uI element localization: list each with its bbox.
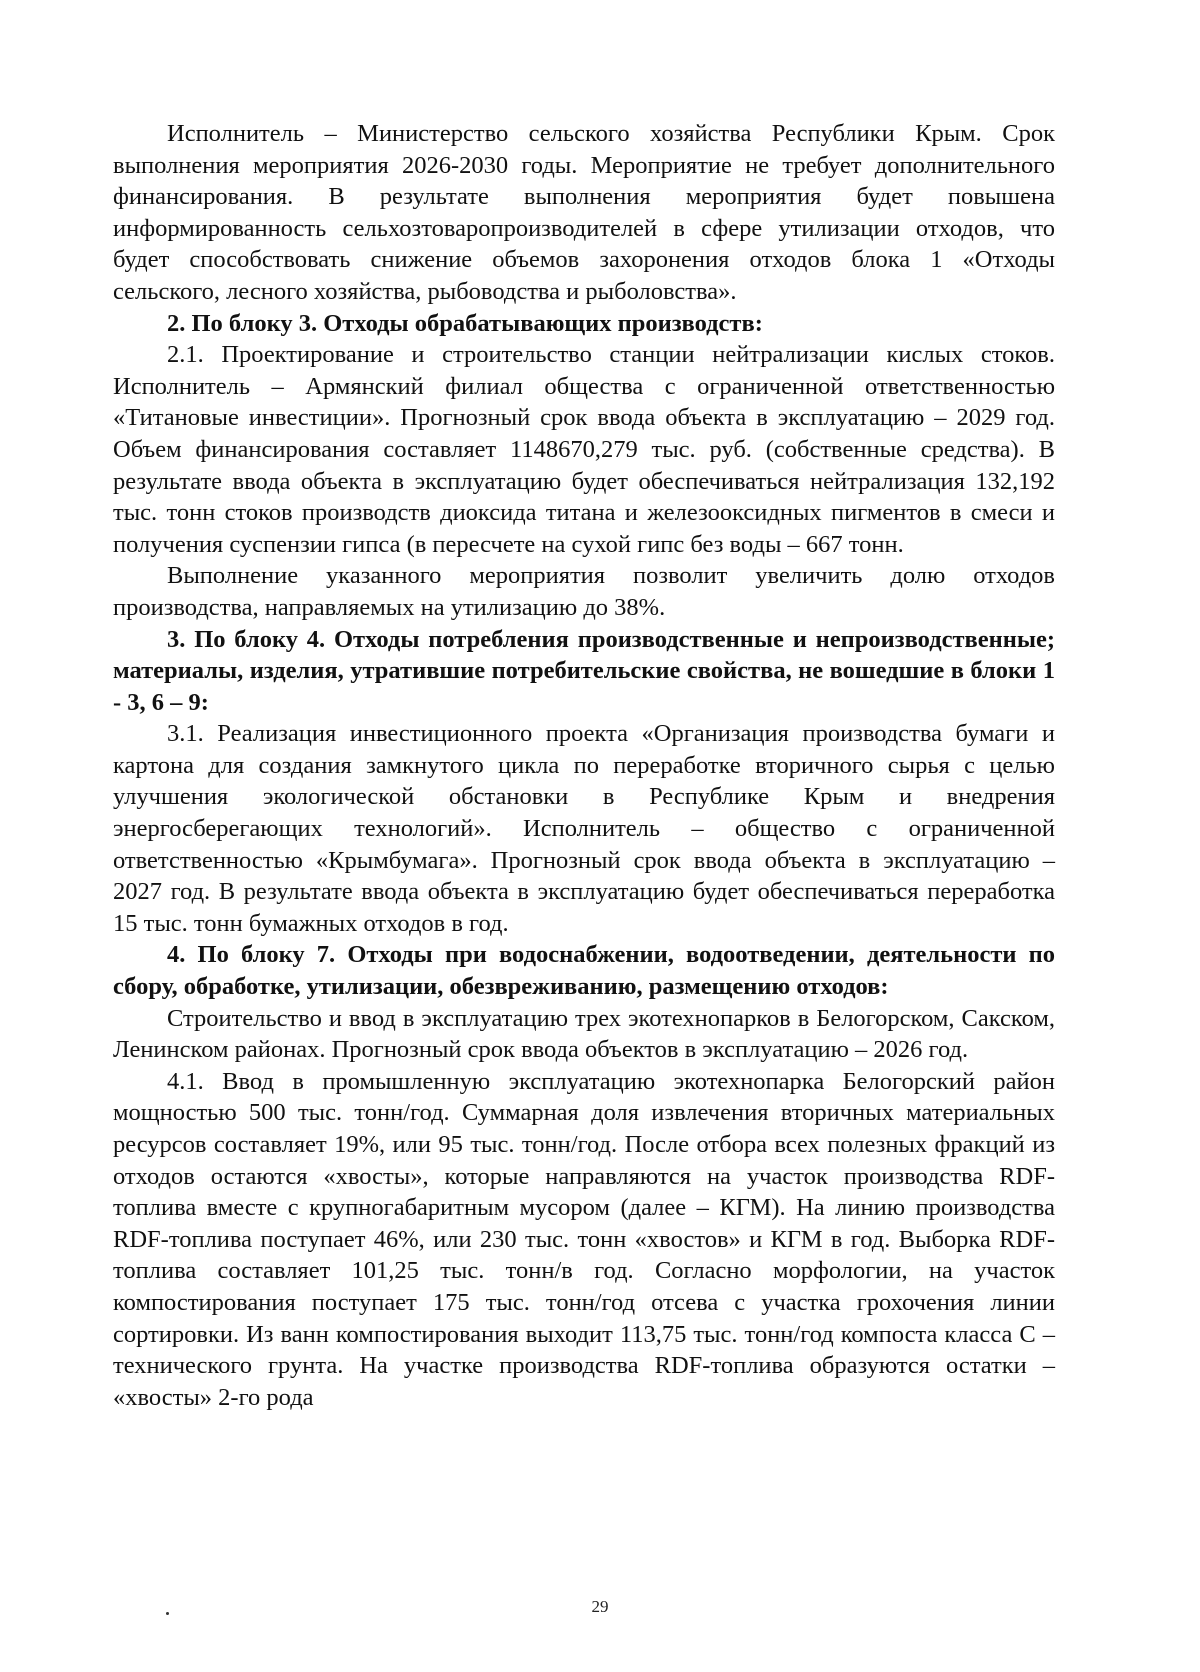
page-number: 29 — [591, 1597, 609, 1616]
scan-speck — [166, 1612, 169, 1615]
paragraph-ministry-executor: Исполнитель – Министерство сельского хозяйства Республики Крым. Срок выполнения мероприятия 2026-2030 годы. Мероприятие не требует дополнительного финансирования. В результате выполнения мероприятия будет повышена информированность сельхозтоваропроизводителей в сфере утилизации отходов, что будет способствовать снижение объемов захоронения отходов блока 1 «Отходы сельского, лесного хозяйства, рыбоводства и рыболовства». — [113, 120, 1055, 305]
document-body — [113, 118, 1055, 1413]
paragraph-ecotechnoparks: Строительство и ввод в эксплуатацию трех экотехнопарков в Белогорском, Сакском, Ленинском районах. Прогнозный срок ввода объектов в эксплуатацию – 2026 год. — [113, 1004, 1055, 1064]
paragraph-belogorsky-ecotechnopark: 4.1. Ввод в промышленную эксплуатацию экотехнопарка Белогорский район мощностью 500 тыс. тонн/год. Суммарная доля извлечения вторичных материальных ресурсов составляет 19%, или 95 тыс. тонн/год. После отбора всех полезных фракций из отходов остаются «хвосты», которые направляются на участок производства RDF-топлива вместе с крупногабаритным мусором (далее – КГМ). На линию производства RDF-топлива поступает 46%, или 230 тыс. тонн «хвостов» и КГМ в год. Выборка RDF-топлива составляет 101,25 тыс. тонн/в год. Согласно морфологии, на участок компостирования поступает 175 тыс. тонн/год отсева с участка грохочения линии сортировки. Из ванн компостирования выходит 113,75 тыс. тонн/год компоста класса С – технического грунта. На участке производства RDF-топлива образуются остатки – «хвосты» 2-го рода — [113, 1067, 1055, 1411]
paragraph-recycling-share: Выполнение указанного мероприятия позволит увеличить долю отходов производства, направляемых на утилизацию до 38%. — [113, 562, 1055, 621]
heading-block-7: 4. По блоку 7. Отходы при водоснабжении, водоотведении, деятельности по сбору, обработке, утилизации, обезвреживанию, размещению отходов: — [113, 941, 1055, 1001]
heading-block-3: 2. По блоку 3. Отходы обрабатывающих производств: — [167, 309, 763, 337]
paragraph-paper-production: 3.1. Реализация инвестиционного проекта «Организация производства бумаги и картона для создания замкнутого цикла по переработке вторичного сырья с целью улучшения экологической обстановки в Республике Крым и внедрения энергосберегающих технологий». Исполнитель – общество с ограниченной ответственностью «Крымбумага». Прогнозный срок ввода объекта в эксплуатацию – 2027 год. В результате ввода объекта в эксплуатацию будет обеспечиваться переработка 15 тыс. тонн бумажных отходов в год. — [113, 720, 1055, 937]
heading-block-4: 3. По блоку 4. Отходы потребления производственные и непроизводственные; материалы, изделия, утратившие потребительские свойства, не вошедшие в блоки 1 - 3, 6 – 9: — [113, 625, 1055, 716]
paragraph-neutralization-station: 2.1. Проектирование и строительство станции нейтрализации кислых стоков. Исполнитель – Армянский филиал общества с ограниченной ответственностью «Титановые инвестиции». Прогнозный срок ввода объекта в эксплуатацию – 2029 год. Объем финансирования составляет 1148670,279 тыс. руб. (собственные средства). В результате ввода объекта в эксплуатацию будет обеспечиваться нейтрализация 132,192 тыс. тонн стоков производств диоксида титана и железооксидных пигментов в смеси и получения суспензии гипса (в пересчете на сухой гипс без воды – 667 тонн. — [113, 341, 1055, 558]
